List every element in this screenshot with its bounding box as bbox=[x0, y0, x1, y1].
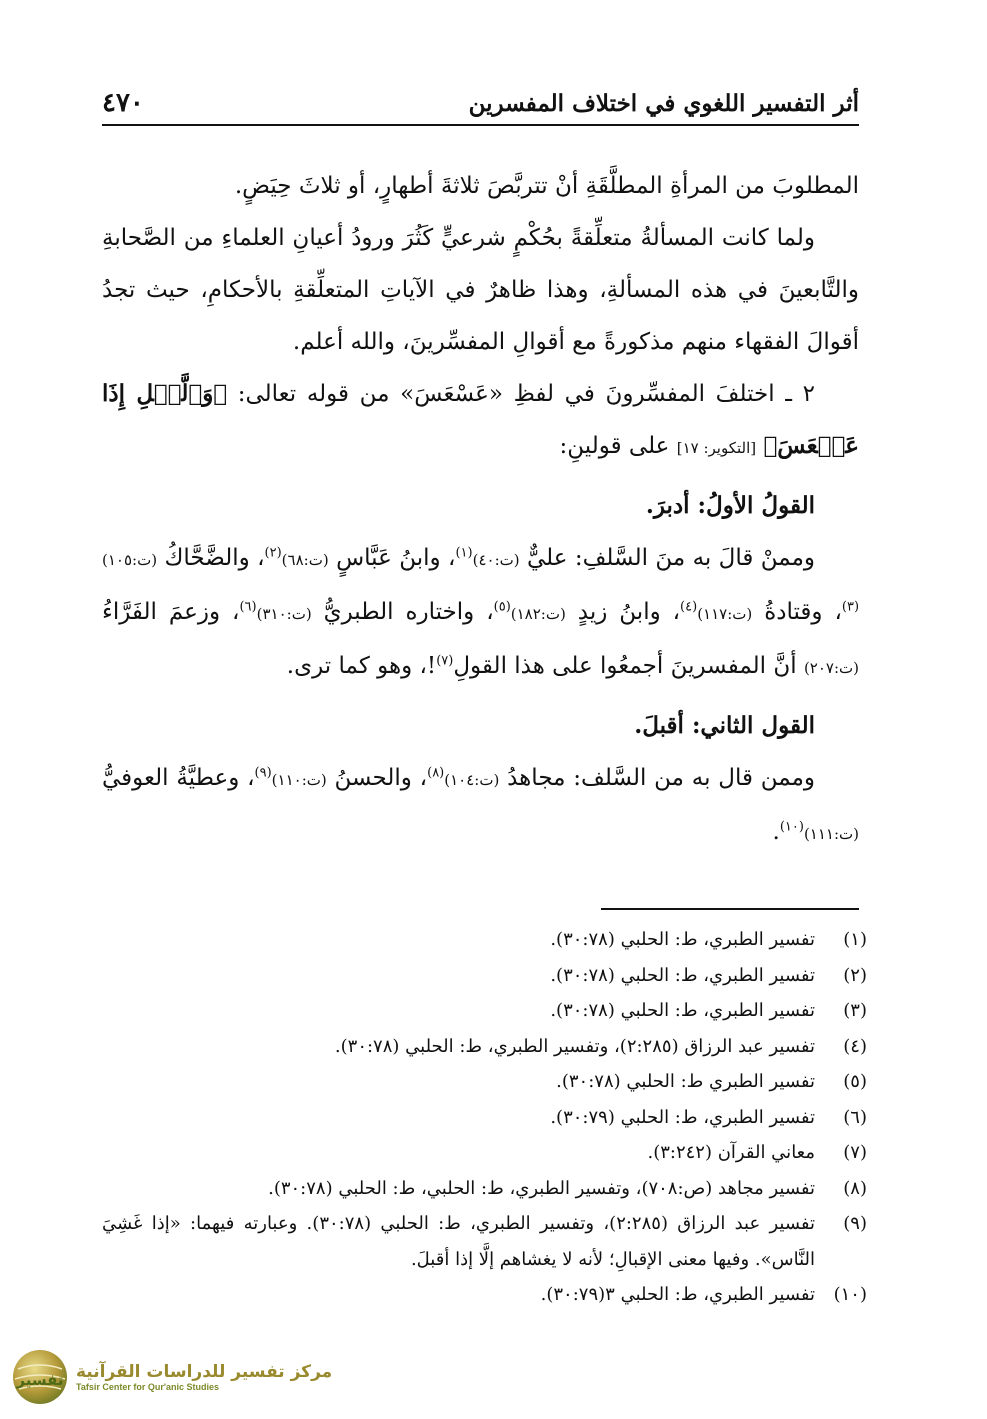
footnote-number: (٧) bbox=[843, 1142, 867, 1163]
logo-english-name: Tafsir Center for Qur'anic Studies bbox=[76, 1382, 220, 1392]
footnote-item bbox=[102, 958, 867, 994]
footnote-item bbox=[102, 1029, 867, 1065]
globe-icon bbox=[10, 1347, 70, 1407]
footnote-number: (٢) bbox=[843, 964, 867, 986]
death-date: (ت:١٨٢) bbox=[510, 605, 566, 623]
page-header bbox=[102, 84, 859, 126]
verse-citation: [التكوير: ١٧] bbox=[676, 439, 757, 457]
footnote-text: معاني القرآن (٣:٢٤٢). bbox=[647, 1142, 815, 1163]
heading-first-opinion: القولُ الأولُ: أدبرَ. bbox=[645, 492, 815, 519]
footnote-number: (٥) bbox=[843, 1071, 867, 1092]
death-date: (ت:٦٨) bbox=[281, 551, 329, 569]
text-run: ، والحسنُ bbox=[334, 765, 428, 791]
logo-arabic-name: مركز تفسير للدراسات القرآنية bbox=[76, 1362, 333, 1382]
footnote-number: (٩) bbox=[843, 1213, 867, 1234]
text-run: ، والضَّحَّاكُ bbox=[164, 545, 265, 571]
logo-emblem-text: تفسير bbox=[16, 1371, 64, 1389]
text-run: ، وابنُ زيدٍ bbox=[577, 599, 681, 625]
footnote-item bbox=[102, 1135, 867, 1171]
text-run: ، واختاره الطبريُّ bbox=[323, 599, 494, 625]
death-date: (ت:١١٧) bbox=[697, 605, 753, 623]
footnote-ref[interactable]: (٧) bbox=[436, 653, 454, 669]
footnote-number: (٣) bbox=[843, 1000, 867, 1021]
death-date: (ت:٣١٠) bbox=[256, 605, 312, 623]
footnote-ref[interactable]: (١٠) bbox=[779, 819, 804, 835]
footnote-item bbox=[102, 1171, 867, 1207]
footnote-ref[interactable]: (٩) bbox=[254, 765, 272, 781]
footnote-number: (٨) bbox=[843, 1177, 867, 1199]
heading-second-opinion: القول الثاني: أقبلَ. bbox=[634, 712, 815, 739]
main-text bbox=[102, 160, 859, 860]
tafsir-center-logo bbox=[10, 1346, 333, 1408]
text-run: وممنْ قالَ به منَ السَّلفِ: عليٌّ bbox=[526, 545, 816, 571]
text-run: وممن قال به من السَّلف: مجاهدُ bbox=[507, 765, 816, 791]
footnote-number: (١٠) bbox=[833, 1284, 867, 1305]
page-number: ٤٧٠ bbox=[102, 88, 144, 118]
footnote-ref[interactable]: (١) bbox=[455, 545, 473, 561]
text-run: . bbox=[772, 819, 780, 845]
running-title: أثر التفسير اللغوي في اختلاف المفسرين bbox=[468, 89, 859, 117]
footnotes bbox=[102, 922, 867, 1313]
paragraph-4 bbox=[102, 532, 859, 694]
footnote-text: تفسير الطبري، ط: الحلبي (٣٠:٧٨). bbox=[550, 1000, 815, 1021]
footnote-text: تفسير الطبري، ط: الحلبي (٣٠:٧٨). bbox=[550, 929, 815, 950]
footnote-number: (١) bbox=[843, 929, 867, 950]
paragraph-3-end: على قولينِ: bbox=[559, 433, 670, 459]
death-date: (ت:٤٠) bbox=[472, 551, 520, 569]
text-run: أنَّ المفسرينَ أجمعُوا على هذا القولِ bbox=[453, 653, 797, 679]
paragraph-1: المطلوبَ من المرأةِ المطلَّقَةِ أنْ تتربَّصَ ثلاثةَ أطهارٍ، أو ثلاثَ حِيَضٍ. bbox=[234, 173, 859, 199]
text-run: !، وهو كما ترى. bbox=[286, 653, 437, 679]
footnote-text: تفسير الطبري، ط: الحلبي (٣٠:٧٨). bbox=[550, 964, 815, 986]
footnote-number: (٦) bbox=[843, 1106, 867, 1128]
text-run: ، وقتادةُ bbox=[764, 599, 842, 625]
footnote-item bbox=[102, 1064, 867, 1100]
text-run: ، وزعمَ الفَرَّاءُ bbox=[102, 599, 240, 625]
text-run: ، وابنُ عَبَّاسٍ bbox=[336, 545, 456, 571]
footnote-ref[interactable]: (٤) bbox=[680, 599, 698, 615]
footnote-ref[interactable]: (٢) bbox=[264, 545, 282, 561]
footnote-ref[interactable]: (٥) bbox=[493, 599, 511, 615]
death-date: (ت:١٠٤) bbox=[444, 771, 500, 789]
footnote-ref[interactable]: (٣) bbox=[841, 599, 860, 615]
death-date: (ت:١١٠) bbox=[271, 771, 327, 789]
footnote-text: تفسير مجاهد (ص:٧٠٨)، وتفسير الطبري، ط: الحلبي، ط: الحلبي (٣٠:٧٨). bbox=[268, 1177, 815, 1199]
footnote-text: تفسير الطبري ط: الحلبي (٣٠:٧٨). bbox=[556, 1071, 815, 1092]
death-date: (ت:١١١) bbox=[803, 825, 859, 843]
paragraph-3-intro: ٢ ـ اختلفَ المفسِّرونَ في لفظِ «عَسْعَسَ» من قوله تعالى: bbox=[237, 381, 816, 407]
paragraph-5 bbox=[102, 752, 859, 860]
death-date: (ت:١٠٥) bbox=[102, 551, 158, 569]
footnote-item bbox=[102, 993, 867, 1029]
footnote-item bbox=[102, 1277, 867, 1313]
footnote-ref[interactable]: (٦) bbox=[239, 599, 257, 615]
footnote-text: تفسير عبد الرزاق (٢:٢٨٥)، وتفسير الطبري، ط: الحلبي (٣٠:٧٨). وعبارته فيهما: «إذا غَشِيَ النَّاس». وفيها معنى الإقبالِ؛ لأنه لا يغشاهم إلَّا إذا أقبلَ. bbox=[102, 1213, 816, 1270]
footnote-ref[interactable]: (٨) bbox=[427, 765, 445, 781]
quran-verse: ﴿وَٱلَّيۡلِ إِذَا عَسۡعَسَ﴾ bbox=[102, 380, 859, 459]
logo-text bbox=[76, 1362, 332, 1392]
paragraph-2: ولما كانت المسألةُ متعلِّقةً بحُكْمٍ شرعيٍّ كَثُرَ ورودُ أعيانِ العلماءِ من الصَّحابةِ والتَّابعينَ في هذه المسألةِ، وهذا ظاهرٌ في الآياتِ المتعلِّقةِ بالأحكامِ، حيث تجدُ أقوالَ الفقهاء منهم مذكورةً مع أقوالِ المفسِّرينَ، والله أعلم. bbox=[102, 225, 859, 355]
footnote-divider bbox=[601, 908, 859, 910]
footnote-text: تفسير عبد الرزاق (٢:٢٨٥)، وتفسير الطبري، ط: الحلبي (٣٠:٧٨). bbox=[334, 1035, 815, 1057]
footnote-text: تفسير الطبري، ط: الحلبي (٣٠:٧٩). bbox=[550, 1106, 815, 1128]
footnote-number: (٤) bbox=[843, 1035, 867, 1057]
footnote-item bbox=[102, 1206, 867, 1277]
footnote-text: تفسير الطبري، ط: الحلبي ٣(٣٠:٧٩). bbox=[540, 1284, 815, 1305]
death-date: (ت:٢٠٧) bbox=[803, 659, 859, 677]
footnote-item bbox=[102, 1100, 867, 1136]
footnote-item bbox=[102, 922, 867, 958]
text-run: ، وعطيَّةُ العوفيُّ bbox=[102, 765, 255, 791]
paragraph-3 bbox=[102, 368, 859, 474]
